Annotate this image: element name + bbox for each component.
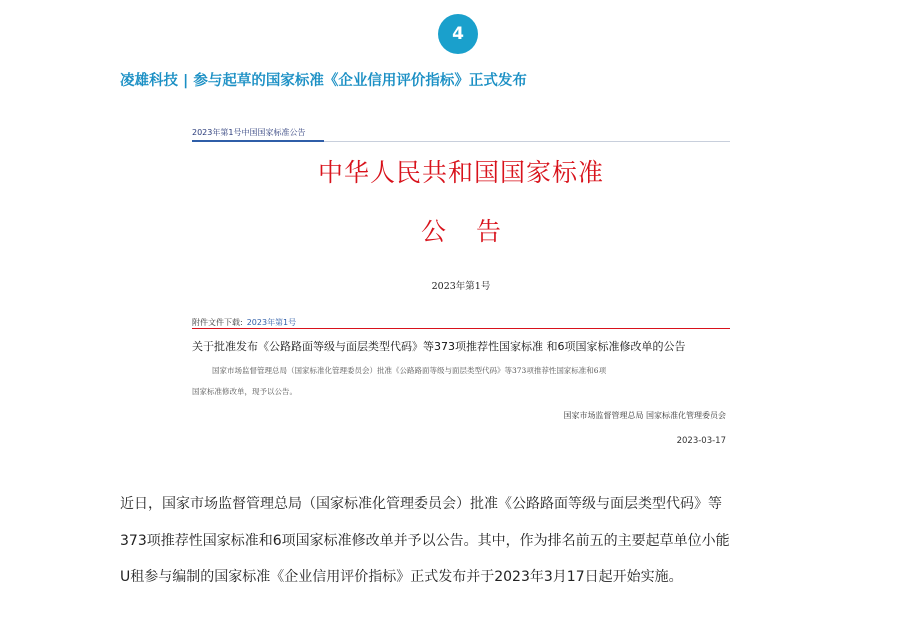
announcement-number: 2023年第1号 bbox=[431, 281, 491, 292]
announcement-heading: 关于批准发布《公路路面等级与面层类型代码》等373项推荐性国家标准 和6项国家标准修改单的公告 bbox=[192, 340, 686, 353]
announcement-date: 2023-03-17 bbox=[676, 436, 726, 446]
announcement-screenshot bbox=[192, 120, 732, 460]
announcement-tag: 2023年第1号中国国家标准公告 bbox=[192, 128, 306, 137]
announcement-body-line: 国家标准修改单，现予以公告。 bbox=[192, 387, 297, 396]
announcement-body bbox=[192, 360, 722, 402]
paragraph-line: 373项推荐性国家标准和6项国家标准修改单并予以公告。其中，作为排名前五的主要起草单位小能 bbox=[120, 532, 730, 549]
announcement-body-line: 国家市场监督管理总局（国家标准化管理委员会）批准《公路路面等级与面层类型代码》等373项推荐性国家标准和6项 bbox=[212, 366, 607, 375]
attachment-download-link[interactable]: 2023年第1号 bbox=[246, 318, 297, 327]
paragraph-line: U租参与编制的国家标准《企业信用评价指标》正式发布并于2023年3月17日起开始实施。 bbox=[120, 569, 683, 585]
header-divider-accent bbox=[192, 140, 324, 142]
article-paragraph bbox=[120, 486, 800, 596]
section-number-badge: 4 bbox=[438, 14, 478, 54]
attachment-label: 附件文件下载: bbox=[192, 318, 243, 327]
red-divider bbox=[192, 328, 730, 329]
paragraph-line: 近日，国家市场监督管理总局（国家标准化管理委员会）批准《公路路面等级与面层类型代码》等 bbox=[120, 496, 722, 512]
announcement-subtitle: 公告 bbox=[420, 217, 531, 246]
announcement-title: 中华人民共和国国家标准 bbox=[317, 158, 604, 187]
attachment-row bbox=[192, 317, 296, 328]
announcement-signature: 国家市场监督管理总局 国家标准化管理委员会 bbox=[563, 411, 726, 420]
section-headline: 凌雄科技 | 参与起草的国家标准《企业信用评价指标》正式发布 bbox=[120, 73, 527, 89]
